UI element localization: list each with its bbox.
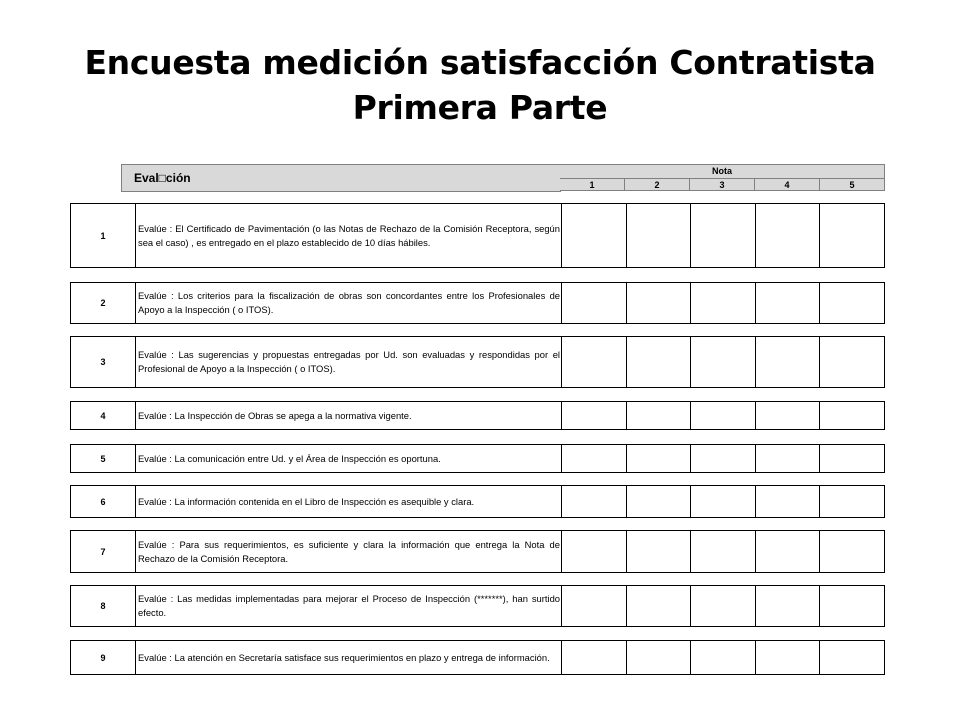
score-cell-3[interactable] — [691, 486, 756, 517]
score-cell-4[interactable] — [756, 337, 821, 387]
question-number: 9 — [71, 641, 136, 674]
score-cell-4[interactable] — [756, 641, 821, 674]
score-cell-2[interactable] — [627, 402, 692, 429]
score-cell-5[interactable] — [820, 531, 884, 572]
score-cell-2[interactable] — [627, 445, 692, 472]
question-text: Evalúe : Para sus requerimientos, es suficiente y clara la información que entrega la Nota de Rechazo de la Comisión Receptora. — [136, 531, 562, 572]
question-text: Evalúe : Las medidas implementadas para mejorar el Proceso de Inspección (*******), han surtido efecto. — [136, 586, 562, 626]
score-cell-2[interactable] — [627, 283, 692, 323]
score-header-1: 1 — [560, 178, 625, 191]
question-text: Evalúe : La información contenida en el Libro de Inspección es asequible y clara. — [136, 486, 562, 517]
question-number: 4 — [71, 402, 136, 429]
question-text: Evalúe : Los criterios para la fiscalización de obras son concordantes entre los Profesionales de Apoyo a la Inspección ( o ITOS). — [136, 283, 562, 323]
score-cell-4[interactable] — [756, 402, 821, 429]
score-cell-5[interactable] — [820, 204, 884, 267]
score-cell-1[interactable] — [562, 641, 627, 674]
score-cell-1[interactable] — [562, 402, 627, 429]
score-cell-4[interactable] — [756, 445, 821, 472]
question-text: Evalúe : El Certificado de Pavimentación (o las Notas de Rechazo de la Comisión Receptora, según sea el caso) , es entregado en el plazo establecido de 10 días hábiles. — [136, 204, 562, 267]
score-cell-5[interactable] — [820, 641, 884, 674]
score-cell-4[interactable] — [756, 204, 821, 267]
score-cell-3[interactable] — [691, 641, 756, 674]
question-row-9 — [70, 640, 885, 675]
question-number: 8 — [71, 586, 136, 626]
title-line-1: Encuesta medición satisfacción Contratista — [84, 43, 876, 82]
score-cell-4[interactable] — [756, 283, 821, 323]
question-number: 6 — [71, 486, 136, 517]
table-header — [121, 164, 885, 192]
score-header-row — [560, 178, 885, 191]
question-row-7 — [70, 530, 885, 573]
question-number: 1 — [71, 204, 136, 267]
title-line-2: Primera Parte — [352, 88, 608, 127]
question-text: Evalúe : Las sugerencias y propuestas entregadas por Ud. son evaluadas y respondidas por el Profesional de Apoyo a la Inspección ( o ITOS). — [136, 337, 562, 387]
question-row-8 — [70, 585, 885, 627]
score-cell-2[interactable] — [627, 586, 692, 626]
score-cell-5[interactable] — [820, 486, 884, 517]
question-number: 5 — [71, 445, 136, 472]
score-header-3: 3 — [690, 178, 755, 191]
score-cell-1[interactable] — [562, 586, 627, 626]
score-cell-1[interactable] — [562, 445, 627, 472]
score-cell-3[interactable] — [691, 586, 756, 626]
evaluation-header-cell — [121, 164, 561, 192]
score-cell-5[interactable] — [820, 337, 884, 387]
score-cell-3[interactable] — [691, 445, 756, 472]
score-cell-5[interactable] — [820, 445, 884, 472]
score-cell-1[interactable] — [562, 486, 627, 517]
question-number: 3 — [71, 337, 136, 387]
score-cell-4[interactable] — [756, 531, 821, 572]
question-row-4 — [70, 401, 885, 430]
question-row-3 — [70, 336, 885, 388]
score-cell-1[interactable] — [562, 204, 627, 267]
survey-title — [0, 40, 960, 130]
score-cell-4[interactable] — [756, 586, 821, 626]
question-row-1 — [70, 203, 885, 268]
score-header-4: 4 — [755, 178, 820, 191]
score-cell-5[interactable] — [820, 402, 884, 429]
score-cell-2[interactable] — [627, 486, 692, 517]
score-cell-3[interactable] — [691, 531, 756, 572]
score-cell-2[interactable] — [627, 531, 692, 572]
score-cell-3[interactable] — [691, 337, 756, 387]
score-cell-1[interactable] — [562, 531, 627, 572]
score-cell-1[interactable] — [562, 283, 627, 323]
question-text: Evalúe : La Inspección de Obras se apega a la normativa vigente. — [136, 402, 562, 429]
score-cell-4[interactable] — [756, 486, 821, 517]
score-cell-5[interactable] — [820, 586, 884, 626]
score-cell-2[interactable] — [627, 337, 692, 387]
question-row-6 — [70, 485, 885, 518]
question-text: Evalúe : La comunicación entre Ud. y el Área de Inspección es oportuna. — [136, 445, 562, 472]
score-header-2: 2 — [625, 178, 690, 191]
question-text: Evalúe : La atención en Secretaría satisface sus requerimientos en plazo y entrega de información. — [136, 641, 562, 674]
question-row-5 — [70, 444, 885, 473]
question-number: 2 — [71, 283, 136, 323]
evaluation-header-label: Eval□ción — [134, 171, 191, 185]
nota-header-cell: Nota — [560, 164, 885, 179]
score-cell-3[interactable] — [691, 283, 756, 323]
score-cell-1[interactable] — [562, 337, 627, 387]
score-cell-3[interactable] — [691, 402, 756, 429]
score-cell-3[interactable] — [691, 204, 756, 267]
question-number: 7 — [71, 531, 136, 572]
score-header-5: 5 — [820, 178, 885, 191]
score-cell-5[interactable] — [820, 283, 884, 323]
question-row-2 — [70, 282, 885, 324]
score-cell-2[interactable] — [627, 641, 692, 674]
score-cell-2[interactable] — [627, 204, 692, 267]
